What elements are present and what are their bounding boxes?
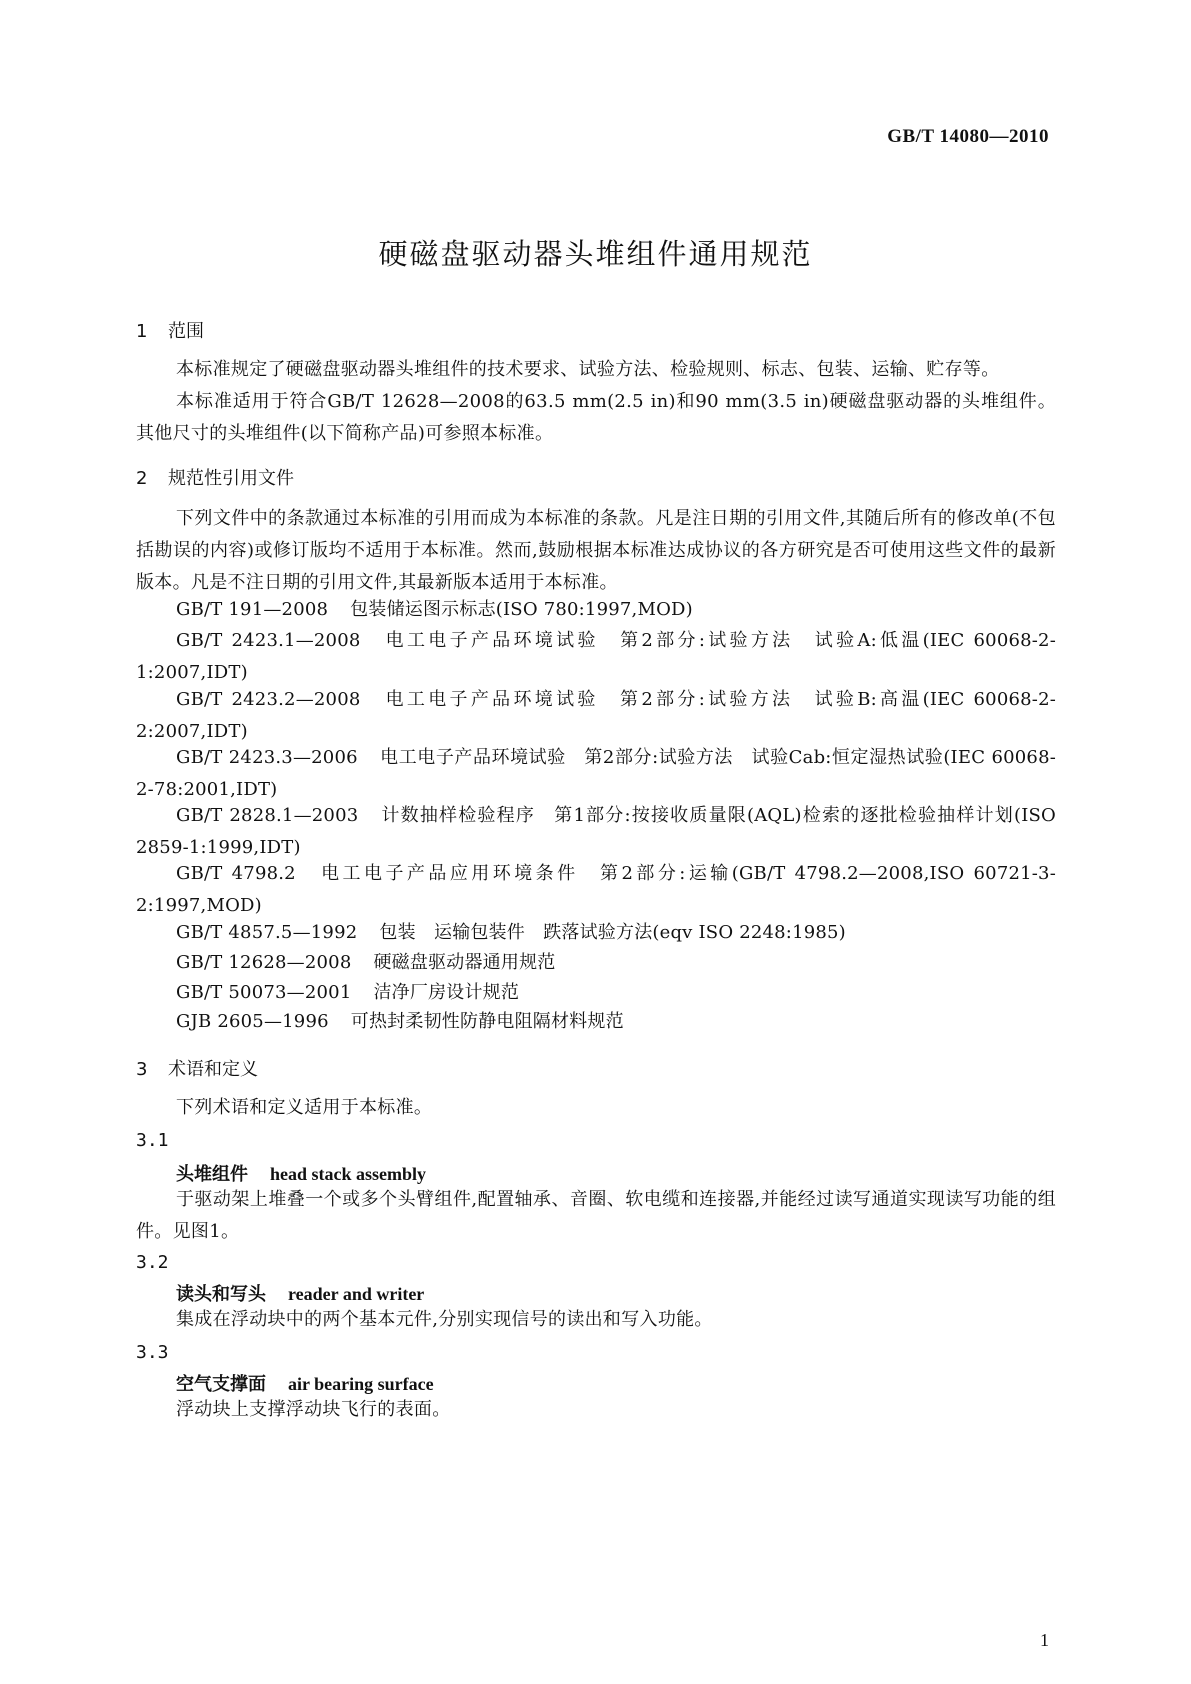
reference-title: 计数抽样检验程序 第1部分:按接收质量限(AQL)检索的逐批检验抽样计划(ISO 2859-1:1999,IDT): [136, 805, 1057, 858]
reference-title: 电工电子产品环境试验 第2部分:试验方法 试验B:高温(IEC 60068-2-2:2007,IDT): [136, 689, 1056, 742]
term-heading: [176, 1280, 424, 1306]
reference-code: GB/T 2423.2—2008: [176, 689, 361, 710]
reference-title: 洁净厂房设计规范: [373, 982, 520, 1003]
reference-title: 电工电子产品环境试验 第2部分:试验方法 试验A:低温(IEC 60068-2-1:2007,IDT): [136, 630, 1056, 683]
reference-code: GJB 2605—1996: [176, 1011, 329, 1032]
term-cn: 头堆组件: [176, 1164, 248, 1185]
reference-item: [136, 594, 1056, 626]
section-heading-terms: [136, 1055, 258, 1081]
reference-title: 电工电子产品环境试验 第2部分:试验方法 试验Cab:恒定湿热试验(IEC 60068-2-78:2001,IDT): [136, 747, 1057, 800]
document-title: 硬磁盘驱动器头堆组件通用规范: [378, 237, 813, 271]
scope-paragraph-2: 本标准适用于符合GB/T 12628—2008的63.5 mm(2.5 in)和90 mm(3.5 in)硬磁盘驱动器的头堆组件。其他尺寸的头堆组件(以下简称产品)可参照本标准。: [136, 391, 1056, 444]
page-number: 1: [1040, 1630, 1049, 1650]
term-heading: [176, 1370, 434, 1396]
reference-code: GB/T 50073—2001: [176, 982, 352, 1003]
reference-code: GB/T 4798.2: [176, 863, 296, 884]
standard-code: GB/T 14080—2010: [887, 126, 1049, 147]
reference-code: GB/T 2423.3—2006: [176, 747, 358, 768]
clause-number: 3.3: [136, 1342, 169, 1363]
reference-item: [136, 858, 1056, 922]
section-number: 1: [136, 321, 148, 342]
reference-code: GB/T 12628—2008: [176, 952, 352, 973]
reference-item: [136, 947, 1056, 979]
section-title: 范围: [168, 321, 204, 342]
clause-number: 3.2: [136, 1252, 169, 1273]
reference-item: [136, 800, 1056, 864]
reference-item: [136, 625, 1056, 689]
term-definition: 浮动块上支撑浮动块飞行的表面。: [176, 1399, 451, 1420]
reference-item: [136, 1006, 1056, 1038]
section-title: 规范性引用文件: [168, 468, 294, 489]
reference-code: GB/T 2828.1—2003: [176, 805, 359, 826]
term-definition: 集成在浮动块中的两个基本元件,分别实现信号的读出和写入功能。: [176, 1309, 713, 1330]
reference-title: 包装储运图示标志(ISO 780:1997,MOD): [350, 599, 693, 620]
reference-title: 可热封柔韧性防静电阻隔材料规范: [350, 1011, 624, 1032]
term-en: head stack assembly: [270, 1164, 427, 1184]
terms-intro: 下列术语和定义适用于本标准。: [176, 1097, 433, 1118]
reference-code: GB/T 4857.5—1992: [176, 922, 358, 943]
term-cn: 读头和写头: [176, 1284, 266, 1305]
scope-paragraph-1: 本标准规定了硬磁盘驱动器头堆组件的技术要求、试验方法、检验规则、标志、包装、运输、贮存等。: [176, 359, 1000, 380]
reference-code: GB/T 191—2008: [176, 599, 329, 620]
reference-title: 电工电子产品应用环境条件 第2部分:运输(GB/T 4798.2—2008,ISO 60721-3-2:1997,MOD): [136, 863, 1056, 916]
term-en: reader and writer: [288, 1284, 425, 1304]
term-definition: 于驱动架上堆叠一个或多个头臂组件,配置轴承、音圈、软电缆和连接器,并能经过读写通道实现读写功能的组件。见图1。: [136, 1189, 1056, 1242]
section-title: 术语和定义: [168, 1059, 258, 1080]
term-heading: [176, 1160, 426, 1186]
section-number: 2: [136, 468, 148, 489]
normative-intro: 下列文件中的条款通过本标准的引用而成为本标准的条款。凡是注日期的引用文件,其随后所有的修改单(不包括勘误的内容)或修订版均不适用于本标准。然而,鼓励根据本标准达成协议的各方研究是否可使用这些文件的最新版本。凡是不注日期的引用文件,其最新版本适用于本标准。: [136, 508, 1056, 593]
section-heading-normative: [136, 464, 294, 490]
reference-item: [136, 917, 1056, 949]
reference-item: [136, 684, 1056, 748]
reference-title: 硬磁盘驱动器通用规范: [373, 952, 556, 973]
section-heading-scope: [136, 317, 204, 343]
reference-code: GB/T 2423.1—2008: [176, 630, 361, 651]
term-cn: 空气支撑面: [176, 1374, 266, 1395]
reference-item: [136, 977, 1056, 1009]
clause-number: 3.1: [136, 1130, 169, 1151]
reference-title: 包装 运输包装件 跌落试验方法(eqv ISO 2248:1985): [379, 922, 846, 943]
term-en: air bearing surface: [288, 1374, 434, 1394]
reference-item: [136, 742, 1056, 806]
section-number: 3: [136, 1059, 148, 1080]
